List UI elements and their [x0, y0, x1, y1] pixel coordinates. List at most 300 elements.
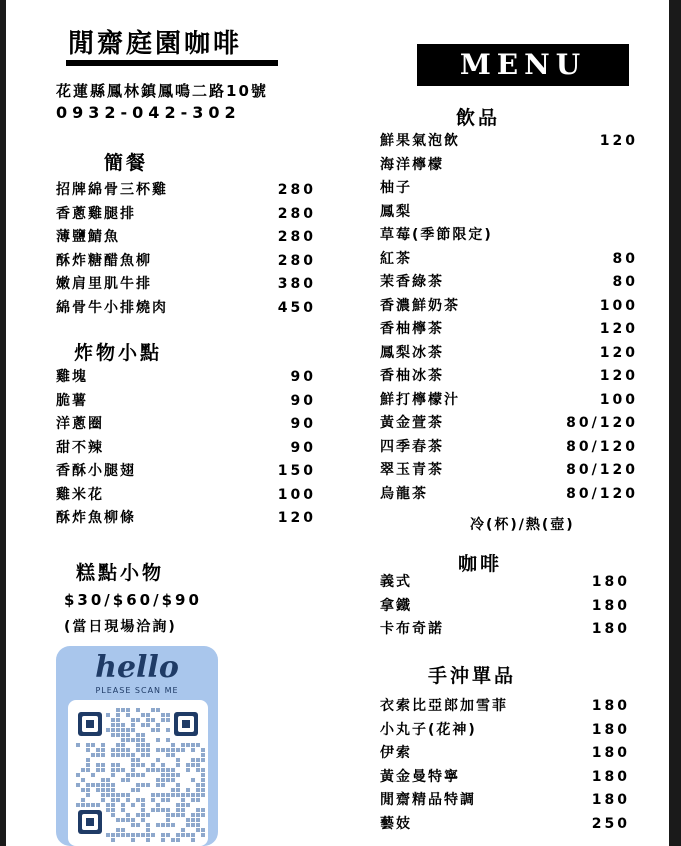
qr-module	[196, 793, 200, 797]
qr-module	[191, 838, 195, 842]
drink-item-name: 黃金萱茶	[380, 415, 444, 431]
qr-module	[126, 773, 130, 777]
qr-module	[166, 813, 170, 817]
qr-module	[96, 783, 100, 787]
qr-module	[111, 813, 115, 817]
qr-module	[141, 818, 145, 822]
qr-module	[161, 773, 165, 777]
qr-module	[86, 743, 90, 747]
pourover-item-row	[380, 719, 630, 741]
qr-module	[166, 753, 170, 757]
qr-module	[176, 838, 180, 842]
fried-item-name: 脆薯	[56, 392, 88, 409]
qr-module	[111, 793, 115, 797]
qr-module	[141, 738, 145, 742]
qr-module	[131, 718, 135, 722]
qr-module	[181, 828, 185, 832]
qr-module	[141, 813, 145, 817]
qr-module	[116, 743, 120, 747]
pourover-item-price: 180	[591, 745, 630, 761]
meal-item-price: 280	[277, 252, 316, 269]
qr-module	[156, 808, 160, 812]
qr-module	[81, 778, 85, 782]
qr-module	[136, 813, 140, 817]
qr-module	[196, 823, 200, 827]
qr-module	[161, 833, 165, 837]
qr-module	[201, 813, 205, 817]
qr-module	[201, 828, 205, 832]
qr-module	[121, 778, 125, 782]
qr-module	[136, 783, 140, 787]
qr-module	[186, 788, 190, 792]
qr-module	[76, 743, 80, 747]
qr-module	[121, 803, 125, 807]
qr-module	[191, 818, 195, 822]
qr-module	[131, 788, 135, 792]
coffee-item-row	[380, 571, 630, 593]
drink-item-name: 柚子	[380, 180, 412, 196]
qr-module	[136, 763, 140, 767]
qr-module	[171, 768, 175, 772]
qr-module	[141, 753, 145, 757]
qr-module	[116, 748, 120, 752]
fried-item-row	[56, 366, 316, 388]
qr-module	[196, 783, 200, 787]
qr-module	[146, 783, 150, 787]
qr-module	[116, 763, 120, 767]
fried-item-row	[56, 390, 316, 412]
pourover-item-row	[380, 766, 630, 788]
qr-module	[111, 728, 115, 732]
meal-item-name: 香蔥雞腿排	[56, 205, 136, 222]
qr-module	[121, 818, 125, 822]
qr-module	[131, 773, 135, 777]
qr-module	[131, 723, 135, 727]
qr-module	[161, 838, 165, 842]
meal-item-name: 嫩肩里肌牛排	[56, 276, 152, 293]
qr-module	[141, 713, 145, 717]
fried-item-row	[56, 413, 316, 435]
meal-item-price: 380	[277, 276, 316, 293]
qr-module	[166, 808, 170, 812]
qr-module	[131, 763, 135, 767]
qr-module	[116, 728, 120, 732]
qr-module	[161, 808, 165, 812]
qr-module	[96, 788, 100, 792]
qr-module	[196, 768, 200, 772]
drink-item-price: 120	[599, 368, 638, 384]
qr-module	[106, 793, 110, 797]
qr-module	[181, 833, 185, 837]
qr-module	[121, 738, 125, 742]
drink-item-row	[380, 154, 638, 176]
pourover-item-name: 黃金曼特寧	[380, 768, 460, 785]
qr-module	[121, 808, 125, 812]
qr-module	[191, 743, 195, 747]
qr-module	[91, 753, 95, 757]
drink-item-row	[380, 459, 638, 481]
qr-module	[191, 793, 195, 797]
qr-module	[161, 763, 165, 767]
meal-item-row	[56, 273, 316, 295]
qr-module	[141, 763, 145, 767]
meal-item-row	[56, 179, 316, 201]
qr-module	[141, 798, 145, 802]
qr-module	[101, 778, 105, 782]
meal-item-row	[56, 226, 316, 248]
drink-item-row	[380, 436, 638, 458]
qr-module	[191, 763, 195, 767]
qr-module	[141, 723, 145, 727]
qr-module	[181, 793, 185, 797]
fried-item-row	[56, 460, 316, 482]
qr-module	[141, 773, 145, 777]
qr-module	[111, 763, 115, 767]
qr-module	[151, 728, 155, 732]
meal-item-name: 薄鹽鯖魚	[56, 229, 120, 246]
section-title-drinks: 飲品	[456, 107, 501, 129]
drink-item-row	[380, 342, 638, 364]
qr-module	[186, 818, 190, 822]
qr-module	[146, 813, 150, 817]
qr-module	[111, 748, 115, 752]
qr-module	[181, 743, 185, 747]
qr-module	[151, 793, 155, 797]
qr-module	[136, 738, 140, 742]
drink-item-name: 香柚冰茶	[380, 368, 444, 384]
pastry-note: (當日現場洽詢)	[64, 619, 177, 635]
qr-module	[156, 748, 160, 752]
qr-module	[171, 813, 175, 817]
qr-module	[151, 768, 155, 772]
qr-module	[146, 713, 150, 717]
meal-item-name: 招牌綿骨三杯雞	[56, 182, 168, 198]
qr-module	[136, 823, 140, 827]
qr-module	[106, 808, 110, 812]
pourover-item-price: 180	[591, 792, 630, 808]
qr-module	[111, 808, 115, 812]
qr-module	[181, 808, 185, 812]
qr-module	[136, 798, 140, 802]
qr-module	[186, 803, 190, 807]
qr-module	[111, 768, 115, 772]
drink-item-name: 鳳梨冰茶	[380, 344, 444, 361]
qr-module	[106, 788, 110, 792]
drink-item-price: 80/120	[566, 485, 638, 502]
qr-module	[176, 808, 180, 812]
qr-module	[171, 823, 175, 827]
qr-module	[191, 778, 195, 782]
section-title-pastry: 糕點小物	[76, 562, 165, 584]
qr-module	[86, 748, 90, 752]
qr-module	[126, 713, 130, 717]
qr-code-icon	[68, 700, 208, 846]
qr-module	[201, 753, 205, 757]
qr-module	[201, 833, 205, 837]
fried-item-price: 120	[277, 510, 316, 526]
qr-module	[111, 753, 115, 757]
qr-module	[191, 813, 195, 817]
qr-module	[176, 783, 180, 787]
qr-module	[171, 773, 175, 777]
qr-module	[166, 798, 170, 802]
qr-module	[86, 758, 90, 762]
pourover-item-price: 250	[591, 815, 630, 832]
fried-item-name: 酥炸魚柳條	[56, 510, 136, 526]
qr-module	[91, 803, 95, 807]
drink-item-price: 80/120	[566, 438, 638, 455]
qr-module	[81, 788, 85, 792]
drinks-note: 冷(杯)/熱(壺)	[470, 517, 575, 533]
drink-item-name: 紅茶	[380, 250, 412, 267]
coffee-item-row	[380, 595, 630, 617]
qr-module	[146, 828, 150, 832]
section-title-pourover: 手沖單品	[428, 665, 517, 687]
qr-module	[161, 793, 165, 797]
shop-name: 閒齋庭園咖啡	[68, 29, 243, 59]
menu-page	[6, 0, 669, 846]
fried-item-name: 甜不辣	[56, 439, 104, 456]
qr-module	[136, 773, 140, 777]
qr-module	[96, 768, 100, 772]
fried-item-row	[56, 507, 316, 529]
qr-module	[111, 723, 115, 727]
fried-item-price: 90	[290, 369, 316, 385]
qr-module	[166, 773, 170, 777]
qr-module	[176, 763, 180, 767]
qr-module	[116, 798, 120, 802]
qr-module	[126, 818, 130, 822]
qr-module	[91, 783, 95, 787]
qr-module	[101, 793, 105, 797]
qr-module	[171, 743, 175, 747]
qr-module	[106, 833, 110, 837]
qr-module	[191, 748, 195, 752]
qr-module	[111, 833, 115, 837]
qr-module	[81, 768, 85, 772]
qr-module	[101, 798, 105, 802]
qr-module	[176, 793, 180, 797]
coffee-item-name: 義式	[380, 574, 412, 590]
qr-module	[111, 733, 115, 737]
qr-module	[121, 728, 125, 732]
qr-module	[121, 793, 125, 797]
qr-module	[196, 818, 200, 822]
drink-item-name: 鮮打檸檬汁	[380, 391, 460, 408]
qr-module	[86, 768, 90, 772]
drink-item-row	[380, 389, 638, 411]
drink-item-price: 120	[599, 344, 638, 361]
fried-item-row	[56, 437, 316, 459]
fried-item-name: 雞塊	[56, 369, 88, 385]
fried-item-price: 150	[277, 463, 316, 479]
qr-module	[91, 773, 95, 777]
fried-item-name: 香酥小腿翅	[56, 463, 136, 479]
qr-module	[166, 738, 170, 742]
qr-module	[201, 783, 205, 787]
qr-card	[56, 646, 218, 846]
qr-module	[141, 808, 145, 812]
pourover-item-name: 閒齋精品特調	[380, 792, 476, 808]
qr-module	[201, 773, 205, 777]
qr-module	[126, 733, 130, 737]
qr-module	[166, 728, 170, 732]
qr-module	[116, 753, 120, 757]
qr-module	[186, 768, 190, 772]
qr-module	[106, 803, 110, 807]
qr-module	[126, 793, 130, 797]
meal-item-name: 酥炸糖醋魚柳	[56, 252, 152, 269]
qr-module	[121, 743, 125, 747]
drink-item-name: 海洋檸檬	[380, 156, 444, 173]
qr-module	[101, 748, 105, 752]
qr-module	[141, 733, 145, 737]
qr-module	[166, 818, 170, 822]
drink-item-row	[380, 130, 638, 152]
qr-module	[176, 813, 180, 817]
qr-module	[171, 778, 175, 782]
qr-module	[121, 753, 125, 757]
qr-module	[166, 793, 170, 797]
qr-module	[101, 788, 105, 792]
qr-module	[91, 743, 95, 747]
qr-module	[131, 833, 135, 837]
drink-item-name: 香柚檸茶	[380, 321, 444, 337]
qr-code[interactable]	[68, 700, 208, 846]
qr-module	[121, 748, 125, 752]
drink-item-name: 香濃鮮奶茶	[380, 297, 460, 314]
drink-item-name: 烏龍茶	[380, 485, 428, 502]
fried-item-price: 100	[277, 486, 316, 503]
qr-module	[161, 768, 165, 772]
qr-module	[151, 798, 155, 802]
qr-module	[171, 748, 175, 752]
drink-item-name: 鮮果氣泡飲	[380, 133, 460, 149]
qr-module	[131, 728, 135, 732]
meal-item-name: 綿骨牛小排燒肉	[56, 300, 168, 316]
qr-module	[181, 748, 185, 752]
drink-item-row	[380, 248, 638, 270]
drink-item-row	[380, 318, 638, 340]
qr-module	[146, 748, 150, 752]
pourover-item-name: 藝妓	[380, 815, 412, 832]
qr-module	[161, 718, 165, 722]
qr-module	[151, 718, 155, 722]
section-title-coffee: 咖啡	[458, 553, 503, 575]
qr-module	[161, 823, 165, 827]
address: 花蓮縣鳳林鎮鳳鳴二路10號	[56, 82, 268, 100]
qr-module	[116, 733, 120, 737]
qr-module	[161, 778, 165, 782]
qr-module	[161, 798, 165, 802]
qr-module	[111, 788, 115, 792]
pourover-item-row	[380, 742, 630, 764]
qr-module	[196, 788, 200, 792]
qr-module	[196, 828, 200, 832]
qr-module	[121, 833, 125, 837]
qr-module	[176, 758, 180, 762]
qr-module	[156, 708, 160, 712]
qr-module	[131, 803, 135, 807]
qr-module	[116, 723, 120, 727]
pourover-item-name: 小丸子(花神)	[380, 721, 477, 738]
qr-module	[181, 798, 185, 802]
qr-module	[96, 753, 100, 757]
qr-module	[156, 738, 160, 742]
qr-module	[136, 733, 140, 737]
qr-module	[186, 833, 190, 837]
qr-module	[191, 758, 195, 762]
qr-module	[191, 833, 195, 837]
qr-module	[171, 753, 175, 757]
qr-module	[101, 768, 105, 772]
qr-module	[121, 768, 125, 772]
qr-module	[196, 743, 200, 747]
qr-module	[171, 793, 175, 797]
qr-module	[161, 713, 165, 717]
qr-module	[156, 783, 160, 787]
scan-me-text: PLEASE SCAN ME	[95, 686, 179, 695]
qr-module	[166, 748, 170, 752]
qr-module	[156, 793, 160, 797]
qr-module	[176, 773, 180, 777]
qr-module	[151, 763, 155, 767]
coffee-item-name: 卡布奇諾	[380, 621, 444, 637]
qr-module	[96, 763, 100, 767]
qr-module	[106, 728, 110, 732]
qr-module	[136, 748, 140, 752]
meal-item-row	[56, 297, 316, 319]
fried-item-name: 雞米花	[56, 486, 104, 503]
qr-module	[101, 783, 105, 787]
qr-module	[126, 833, 130, 837]
qr-module	[126, 708, 130, 712]
drink-item-price: 120	[599, 321, 638, 337]
qr-module	[141, 803, 145, 807]
qr-module	[106, 778, 110, 782]
qr-module	[121, 708, 125, 712]
qr-module	[201, 748, 205, 752]
coffee-item-price: 180	[591, 574, 630, 590]
qr-module	[126, 778, 130, 782]
coffee-item-name: 拿鐵	[380, 597, 412, 614]
qr-module	[156, 768, 160, 772]
fried-item-name: 洋蔥圈	[56, 416, 104, 432]
qr-module	[161, 783, 165, 787]
drink-item-row	[380, 177, 638, 199]
qr-module	[131, 838, 135, 842]
drink-item-price: 80/120	[566, 462, 638, 478]
meal-item-price: 280	[277, 182, 316, 198]
qr-module	[201, 758, 205, 762]
qr-module	[121, 828, 125, 832]
qr-module	[196, 763, 200, 767]
qr-module	[146, 838, 150, 842]
coffee-item-row	[380, 618, 630, 640]
qr-module	[161, 748, 165, 752]
qr-module	[166, 778, 170, 782]
qr-module	[201, 793, 205, 797]
qr-module	[166, 823, 170, 827]
qr-module	[146, 718, 150, 722]
qr-module	[166, 718, 170, 722]
qr-module	[136, 758, 140, 762]
meal-item-row	[56, 250, 316, 272]
qr-module	[176, 788, 180, 792]
pourover-item-name: 衣索比亞郎加雪菲	[380, 698, 508, 714]
meal-item-row	[56, 203, 316, 225]
qr-module	[116, 818, 120, 822]
